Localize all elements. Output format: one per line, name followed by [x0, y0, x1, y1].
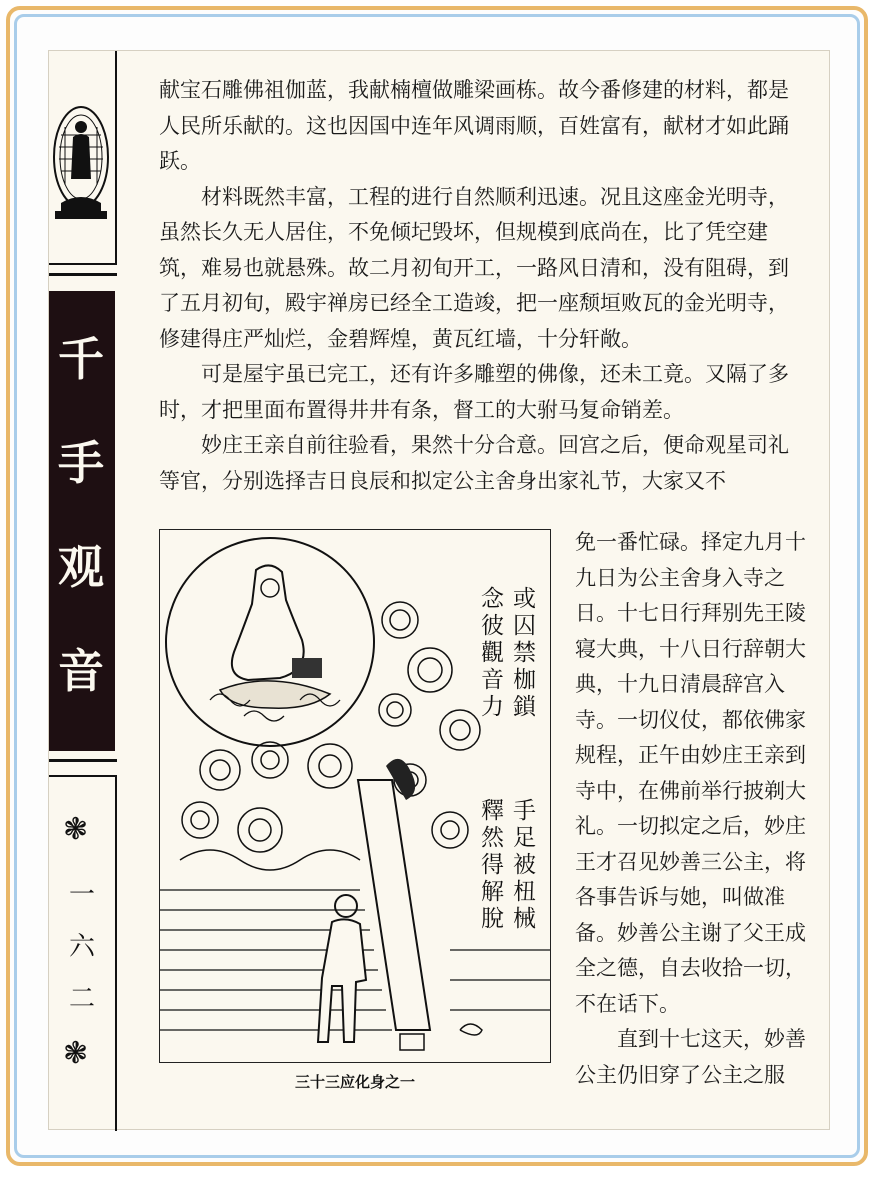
side-band: [49, 51, 121, 1129]
woodcut-illustration: [159, 529, 551, 1063]
poem-column: 釋然得解脫: [477, 798, 503, 933]
paragraph: 献宝石雕佛祖伽蓝，我献楠檀做雕梁画栋。故今番修建的材料，都是人民所乐献的。这也因国中连年风调雨顺，百姓富有，献材才如此踊跃。: [159, 78, 789, 173]
guanyin-emblem-icon: [51, 105, 111, 223]
title-char: 观: [58, 540, 104, 594]
book-page: [48, 50, 830, 1130]
book-title-block: [49, 291, 115, 751]
paragraph: 免一番忙碌。择定九月十九日为公主舍身入寺之日。十七日行拜别先王陵寝大典，十八日行辞朝大典，十九日清晨辞宫入寺。一切仪仗，都依佛家规程，正午由妙庄王亲到寺中，在佛前举行披剃大礼。一切拟定之后，妙庄王才召见妙善三公主，将各事告诉与她，叫做准备。妙善公主谢了父王成全之德，自去收拾一切，不在话下。: [575, 530, 806, 1016]
page-number-box: [49, 775, 117, 1131]
flower-ornament-icon: ❃: [63, 1036, 89, 1071]
page-number-char: 二: [68, 984, 95, 1014]
band-divider: [49, 759, 117, 762]
guanyin-emblem-box: [49, 51, 117, 265]
title-char: 手: [58, 436, 104, 490]
paragraph: 直到十七这天，妙善公主仍旧穿了公主之服: [575, 1027, 806, 1087]
title-char: 音: [58, 644, 104, 698]
paragraph: 材料既然丰富，工程的进行自然顺利迅速。况且这座金光明寺，虽然长久无人居住，不免倾圮毁坏，但规模到底尚在，比了凭空建筑，难易也就悬殊。故二月初旬开工，一路风日清和，没有阻碍，到了五月初旬，殿宇禅房已经全工造竣，把一座颓垣败瓦的金光明寺，修建得庄严灿烂，金碧辉煌，黄瓦红墙，十分轩敞。: [159, 184, 789, 351]
body-text-side: [575, 525, 809, 1093]
page-number-char: 一: [68, 880, 95, 910]
poem-column: 念彼觀音力: [477, 586, 503, 721]
band-divider: [49, 273, 117, 276]
title-char: 千: [58, 332, 104, 386]
illustration-caption: 三十三应化身之一: [294, 1073, 415, 1091]
page-number-char: 六: [68, 932, 95, 962]
flower-ornament-icon: ❃: [63, 812, 89, 847]
paragraph: 可是屋宇虽已完工，还有许多雕塑的佛像，还未工竟。又隔了多时，才把里面布置得井井有条，督工的大驸马复命销差。: [159, 362, 789, 422]
poem-column: 手足被杻械: [509, 798, 535, 933]
poem-column: 或囚禁枷鎖: [509, 586, 535, 721]
body-text-top: [159, 73, 809, 499]
paragraph: 妙庄王亲自前往验看，果然十分合意。回宫之后，便命观星司礼等官，分别选择吉日良辰和拟定公主舍身出家礼节，大家又不: [159, 433, 789, 493]
